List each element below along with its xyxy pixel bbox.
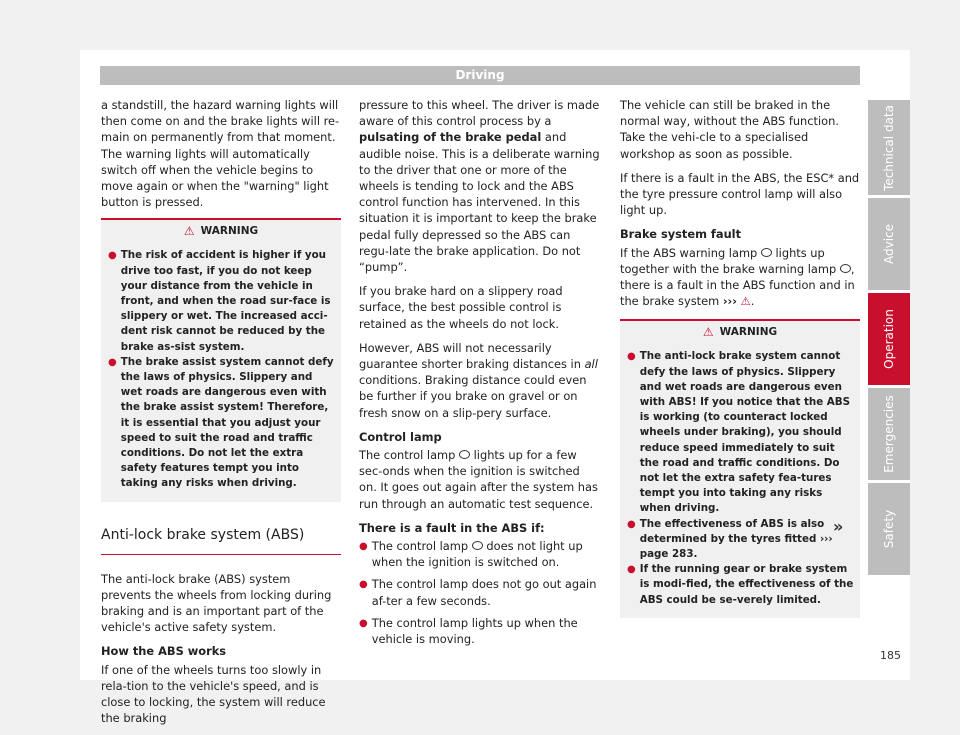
abs-intro: The anti-lock brake (ABS) system prevents the wheels from locking during braking and is an important part of the vehicle's active safety system. bbox=[101, 571, 332, 635]
subheading-how: How the ABS works bbox=[101, 644, 227, 659]
warning-title: WARNING bbox=[200, 224, 259, 237]
warning-icon: ⚠ bbox=[740, 294, 751, 309]
bullet-icon: ● bbox=[108, 250, 117, 262]
column-3 bbox=[620, 97, 860, 642]
pedal-paragraph: pressure to this wheel. The driver is made aware of this control process by a pulsating of the brake pedal and audible noise. This is a deliberate warning to the driver that one or more of the wheels is tending to lock and the ABS control function has intervened. In this situation it is important to keep the brake pedal fully depressed so the ABS can regu-late the brake application. Do not “pump”. bbox=[359, 98, 600, 275]
slippery-paragraph: If you brake hard on a slippery road surface, the best possible control is retained as the wheels do not lock. bbox=[359, 284, 563, 331]
warning-item: ● The anti-lock brake system cannot defy the laws of physics. Slippery and wet roads are dangerous even with ABS! If you notice that the ABS is working (to counteract locked wheels under braking), you should reduce speed immediately to suit the road and traffic conditions. Do not let the extra safety fea-tures tempt you into taking any risks when driving. bbox=[627, 349, 854, 516]
bullet-icon: ● bbox=[359, 617, 368, 629]
abs-how-paragraph: If one of the wheels turns too slowly in rela-tion to the vehicle's speed, and is close to locking, the system will reduce the braking bbox=[101, 662, 326, 726]
warning-icon: ⚠ bbox=[702, 324, 714, 339]
warning-title: WARNING bbox=[719, 325, 778, 338]
page-number: 185 bbox=[880, 649, 901, 662]
tab-operation[interactable]: Operation bbox=[868, 293, 910, 385]
brake-lamp-icon bbox=[840, 264, 851, 273]
warning-header bbox=[101, 218, 341, 242]
esc-paragraph: If there is a fault in the ABS, the ESC* and the tyre pressure control lamp will also light up. bbox=[620, 170, 860, 218]
chapter-tabs bbox=[868, 100, 910, 578]
bullet-icon: ● bbox=[627, 351, 636, 363]
column-2 bbox=[359, 97, 601, 653]
subheading-brake-fault: Brake system fault bbox=[620, 227, 742, 242]
tab-advice[interactable]: Advice bbox=[868, 198, 910, 290]
bullet-icon: ● bbox=[627, 564, 636, 576]
page-header: Driving bbox=[100, 66, 860, 85]
section-title: Anti-lock brake system (ABS) bbox=[101, 526, 341, 555]
warning-header bbox=[620, 319, 860, 343]
distance-paragraph: However, ABS will not necessarily guarantee shorter braking distances in all conditions. Braking distance could even be further if you brake on gravel or on fresh snow on a slip-pery surface. bbox=[359, 340, 598, 420]
page-reference-link[interactable]: ››› page 283 bbox=[639, 532, 833, 561]
warning-item: ● The brake assist system cannot defy the laws of physics. Slippery and wet roads are dangerous even with the brake assist system! Therefore, it is essential that you adjust your speed to suit the road and traffic conditions. Do not let the extra safety features tempt you into taking any risks when driving. bbox=[108, 355, 335, 492]
list-item: ● The control lamp lights up when the vehicle is moving. bbox=[359, 615, 578, 647]
tab-emergencies[interactable]: Emergencies bbox=[868, 388, 910, 480]
control-lamp-paragraph: The control lamp lights up for a few sec-onds when the ignition is switched on. It goes out again after the system has run through an automatic test sequence. bbox=[359, 448, 598, 511]
list-item: ● The control lamp does not light up when the ignition is switched on. bbox=[359, 539, 583, 570]
warning-icon: ⚠ bbox=[183, 223, 195, 238]
bullet-icon: ● bbox=[359, 579, 368, 591]
tab-technical-data[interactable]: Technical data bbox=[868, 100, 910, 195]
normal-braking-paragraph: The vehicle can still be braked in the normal way, without the ABS function. Take the vehi-cle to a specialised workshop as soon as possible. bbox=[620, 98, 839, 161]
bullet-icon: ● bbox=[627, 518, 636, 530]
abs-lamp-icon bbox=[761, 248, 772, 257]
list-item: ● The control lamp does not go out again af-ter a few seconds. bbox=[359, 577, 597, 608]
subheading-fault: There is a fault in the ABS if: bbox=[359, 520, 545, 535]
intro-paragraph: a standstill, the hazard warning lights will then come on and the brake lights will re-main on permanently from that moment. The warning lights will automatically switch off when the vehicle begins to move again or when the "warning" light button is pressed. bbox=[101, 98, 340, 210]
subheading-control-lamp: Control lamp bbox=[359, 429, 442, 444]
warning-item: ● The effectiveness of ABS is also determined by the tyres fitted ››› page 283. bbox=[627, 517, 854, 563]
column-1 bbox=[101, 97, 341, 735]
tab-safety[interactable]: Safety bbox=[868, 483, 910, 575]
brake-fault-paragraph: If the ABS warning lamp lights up together with the brake warning lamp , there is a fault in the ABS function and in the brake system ››› ⚠. bbox=[620, 245, 855, 309]
abs-lamp-icon bbox=[472, 541, 483, 550]
warning-box bbox=[101, 218, 341, 501]
abs-lamp-icon bbox=[459, 450, 470, 459]
warning-item: ● The risk of accident is higher if you drive too fast, if you do not keep your distance from the vehicle in front, and when the road sur-face is slippery or wet. The increased acci-dent risk cannot be reduced by the brake as-sist system. bbox=[108, 248, 335, 354]
continue-arrow-icon: » bbox=[833, 517, 844, 536]
bullet-icon: ● bbox=[108, 356, 117, 368]
bullet-icon: ● bbox=[359, 541, 368, 553]
warning-box bbox=[620, 319, 860, 617]
warning-item: ● If the running gear or brake system is modi-fied, the effectiveness of the ABS could be se-verely limited. bbox=[627, 562, 854, 608]
